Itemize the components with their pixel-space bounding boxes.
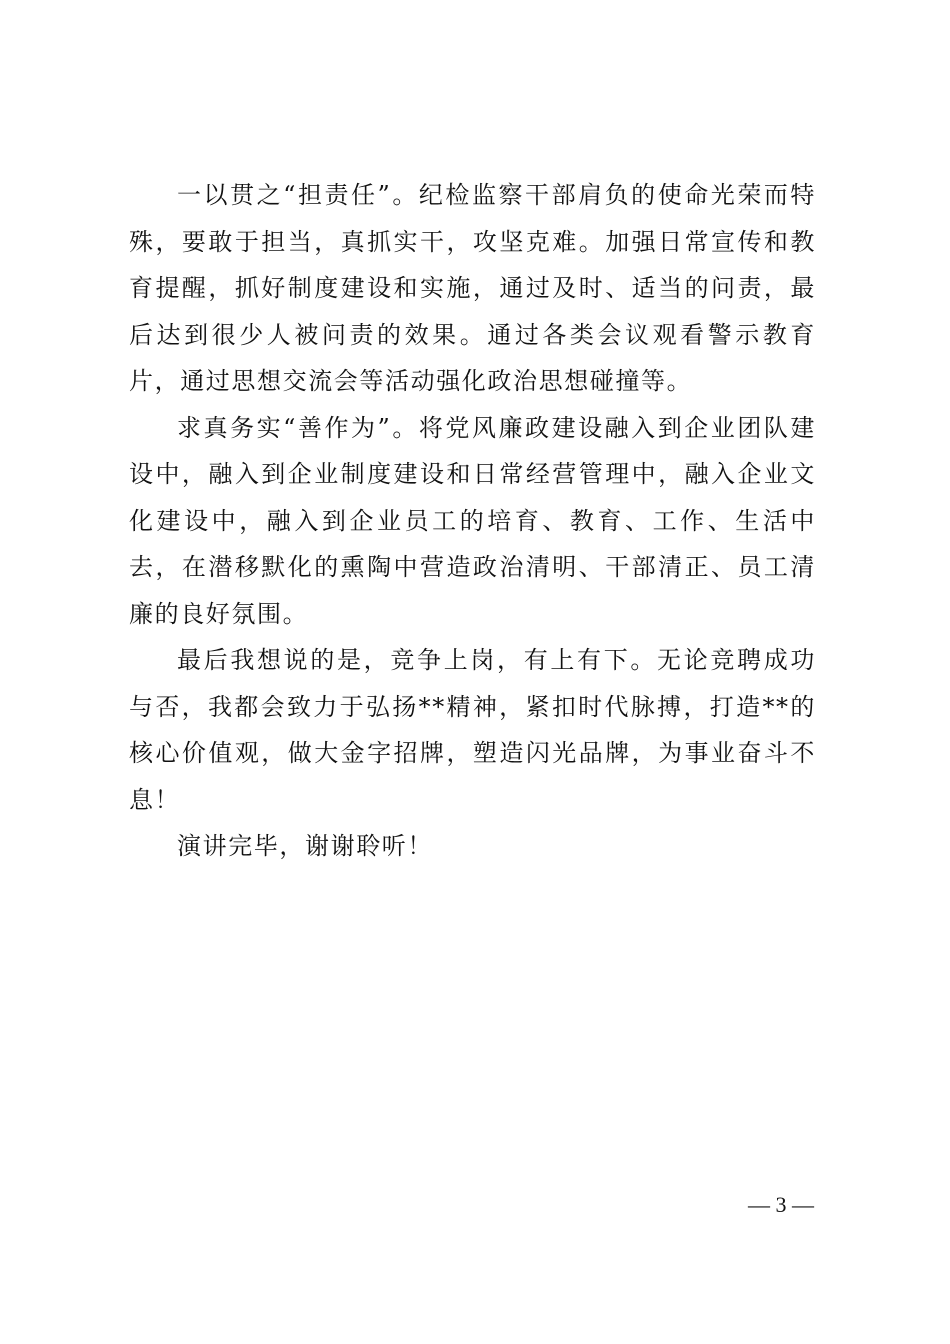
paragraph-action: 求真务实“善作为”。将党风廉政建设融入到企业团队建设中，融入到企业制度建设和日常经营管理中，融入企业文化建设中，融入到企业员工的培育、教育、工作、生活中去，在潜移默化的熏陶中营造政治清明、干部清正、员工清廉的良好氛围。 bbox=[129, 413, 816, 628]
document-body bbox=[129, 172, 816, 870]
page-number: — 3 — bbox=[748, 1192, 814, 1217]
paragraph-thanks: 演讲完毕，谢谢聆听！ bbox=[177, 832, 433, 860]
paragraph-responsibility: 一以贯之“担责任”。纪检监察干部肩负的使命光荣而特殊，要敢于担当，真抓实干，攻坚克难。加强日常宣传和教育提醒，抓好制度建设和实施，通过及时、适当的问责，最后达到很少人被问责的效果。通过各类会议观看警示教育片，通过思想交流会等活动强化政治思想碰撞等。 bbox=[129, 181, 816, 395]
paragraph-closing-statement: 最后我想说的是，竞争上岗，有上有下。无论竞聘成功与否，我都会致力于弘扬**精神，紧扣时代脉搏，打造**的核心价值观，做大金字招牌，塑造闪光品牌，为事业奋斗不息！ bbox=[129, 646, 816, 814]
